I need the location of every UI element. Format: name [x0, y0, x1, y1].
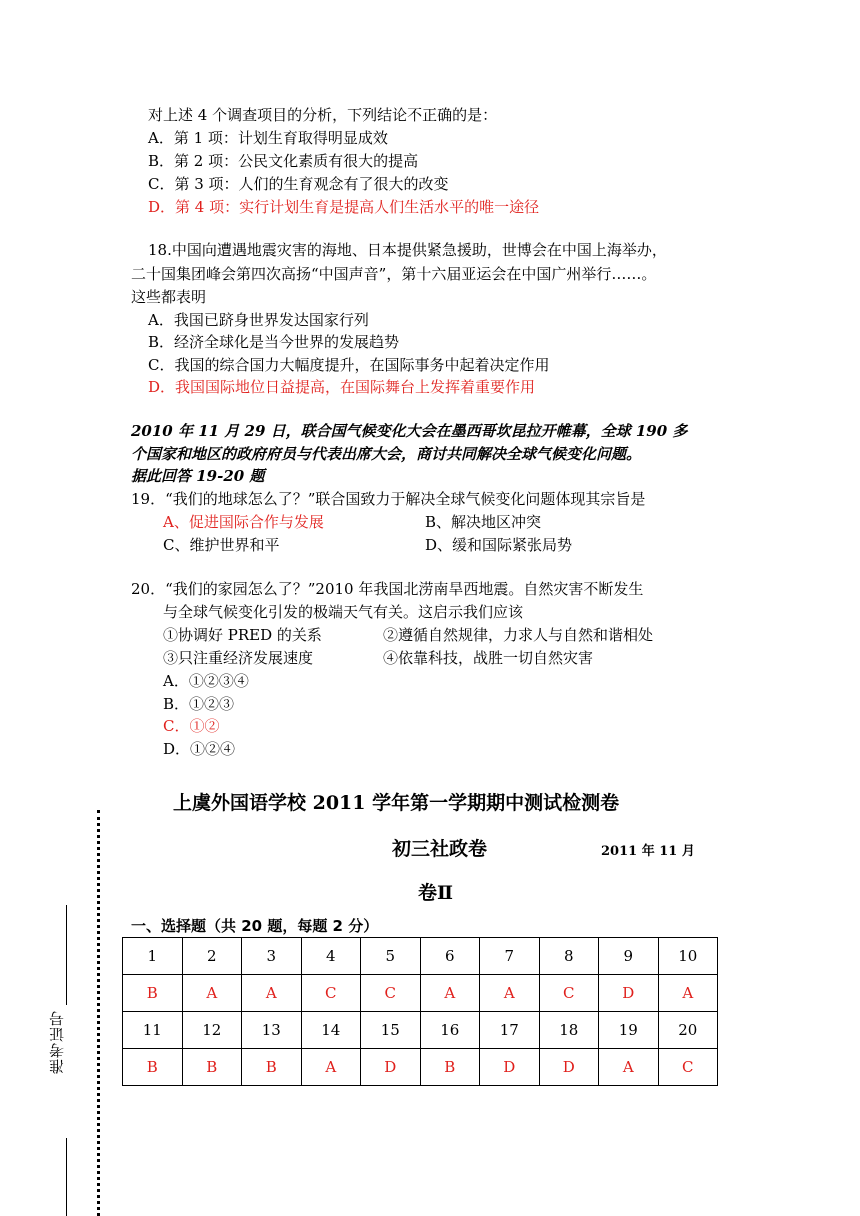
answer-cell: C [539, 975, 599, 1012]
answer-cell: A [599, 1049, 659, 1086]
q18-option-a: A．我国已跻身世界发达国家行列 [148, 311, 369, 329]
q17-option-a: A．第 1 项：计划生育取得明显成效 [148, 129, 388, 147]
q18-option-c: C．我国的综合国力大幅度提升，在国际事务中起着决定作用 [148, 356, 550, 374]
answer-cell: A [420, 975, 480, 1012]
answer-cell: B [123, 1049, 183, 1086]
answer-cell: B [182, 1049, 242, 1086]
answer-cell: D [361, 1049, 421, 1086]
table-cell: 17 [480, 1012, 540, 1049]
q18-stem-line-1: 18.中国向遭遇地震灾害的海地、日本提供紧急援助，世博会在中国上海举办， [148, 241, 667, 259]
table-cell: 12 [182, 1012, 242, 1049]
q18-option-b: B．经济全球化是当今世界的发展趋势 [148, 333, 400, 351]
answer-cell: D [599, 975, 659, 1012]
table-cell: 2 [182, 938, 242, 975]
material-line-1: 2010 年 11 月 29 日，联合国气候变化大会在墨西哥坎昆拉开帷幕，全球 190 多 [131, 422, 688, 440]
table-cell: 14 [301, 1012, 361, 1049]
q17-option-c: C．第 3 项：人们的生育观念有了很大的改变 [148, 175, 449, 193]
answer-table [122, 937, 718, 1086]
q20-stem-line-2: 与全球气候变化引发的极端天气有关。这启示我们应该 [163, 603, 524, 621]
answer-cell: A [182, 975, 242, 1012]
table-cell: 5 [361, 938, 421, 975]
answer-cell: D [539, 1049, 599, 1086]
q20-option-c-answer: C．①② [163, 717, 220, 735]
answer-cell: B [420, 1049, 480, 1086]
table-cell: 11 [123, 1012, 183, 1049]
material-line-3: 据此回答 19-20 题 [131, 467, 265, 485]
table-cell: 15 [361, 1012, 421, 1049]
table-cell: 8 [539, 938, 599, 975]
binding-dotted-line [97, 810, 100, 1216]
candidate-number-blank [66, 905, 67, 1005]
table-cell: 9 [599, 938, 659, 975]
table-row-answers-1 [123, 975, 718, 1012]
school-title: 上虞外国语学校 2011 学年第一学期期中测试检测卷 [173, 792, 620, 814]
table-cell: 7 [480, 938, 540, 975]
answer-cell: C [658, 1049, 718, 1086]
q19-option-c: C、维护世界和平 [163, 536, 280, 554]
q17-option-d-answer: D．第 4 项：实行计划生育是提高人们生活水平的唯一途径 [148, 198, 540, 216]
answer-cell: D [480, 1049, 540, 1086]
answer-cell: C [301, 975, 361, 1012]
table-cell: 3 [242, 938, 302, 975]
q20-option-d: D．①②④ [163, 740, 236, 758]
q17-option-b: B．第 2 项：公民文化素质有很大的提高 [148, 152, 419, 170]
q17-stem: 对上述 4 个调查项目的分析，下列结论不正确的是： [148, 106, 498, 124]
q19-option-d: D、缓和国际紧张局势 [425, 536, 573, 554]
table-cell: 6 [420, 938, 480, 975]
table-cell: 16 [420, 1012, 480, 1049]
answer-cell: A [242, 975, 302, 1012]
answer-cell: B [123, 975, 183, 1012]
section-heading: 一、选择题（共 20 题，每题 2 分） [131, 917, 379, 935]
table-cell: 20 [658, 1012, 718, 1049]
table-cell: 18 [539, 1012, 599, 1049]
q20-option-a: A．①②③④ [163, 672, 249, 690]
table-row-numbers-2 [123, 1012, 718, 1049]
candidate-number-label: 准考证号 [48, 1010, 66, 1074]
volume-title: 卷Ⅱ [418, 882, 454, 904]
table-cell: 10 [658, 938, 718, 975]
subject-title: 初三社政卷 [392, 838, 488, 860]
q19-option-a-answer: A、促进国际合作与发展 [163, 513, 324, 531]
q18-option-d-answer: D．我国国际地位日益提高，在国际舞台上发挥着重要作用 [148, 378, 536, 396]
table-cell: 1 [123, 938, 183, 975]
table-row-answers-2 [123, 1049, 718, 1086]
q19-stem: 19．“我们的地球怎么了？”联合国致力于解决全球气候变化问题体现其宗旨是 [131, 490, 646, 508]
table-cell: 13 [242, 1012, 302, 1049]
q20-item-1: ①协调好 PRED 的关系 [163, 626, 322, 644]
material-line-2: 个国家和地区的政府府员与代表出席大会，商讨共同解决全球气候变化问题。 [131, 445, 642, 463]
name-blank [66, 1138, 67, 1216]
q20-option-b: B．①②③ [163, 695, 235, 713]
q20-item-2: ②遵循自然规律，力求人与自然和谐相处 [383, 626, 654, 644]
q20-item-3: ③只注重经济发展速度 [163, 649, 314, 667]
answer-cell: A [480, 975, 540, 1012]
table-cell: 4 [301, 938, 361, 975]
q18-stem-line-2: 二十国集团峰会第四次高扬“中国声音”，第十六届亚运会在中国广州举行……。 [131, 265, 657, 283]
table-cell: 19 [599, 1012, 659, 1049]
answer-cell: A [301, 1049, 361, 1086]
answer-cell: B [242, 1049, 302, 1086]
q20-item-4: ④依靠科技，战胜一切自然灾害 [383, 649, 594, 667]
table-row-numbers-1 [123, 938, 718, 975]
answer-cell: A [658, 975, 718, 1012]
exam-date: 2011 年 11 月 [601, 844, 695, 859]
q20-stem-line-1: 20．“我们的家园怎么了？”2010 年我国北涝南旱西地震。自然灾害不断发生 [131, 580, 644, 598]
q18-stem-line-3: 这些都表明 [131, 288, 207, 306]
q19-option-b: B、解决地区冲突 [425, 513, 542, 531]
answer-cell: C [361, 975, 421, 1012]
